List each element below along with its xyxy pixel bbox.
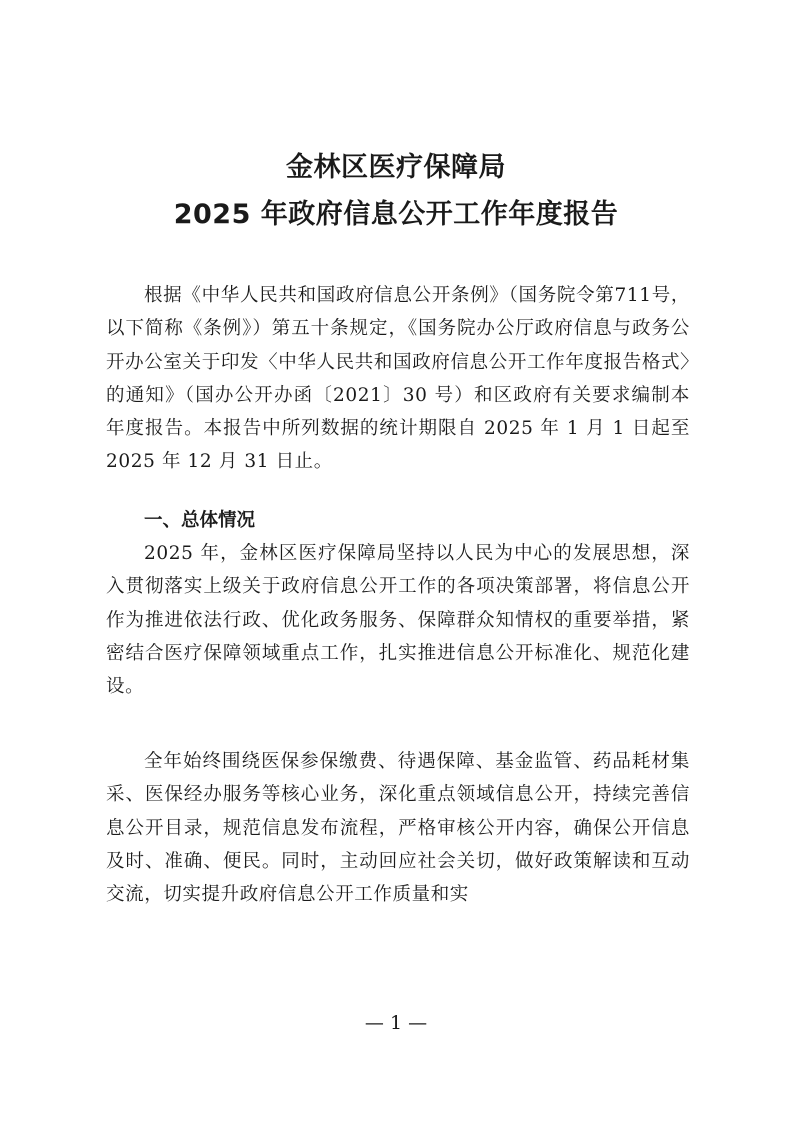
intro-paragraph: 根据《中华人民共和国政府信息公开条例》（国务院令第711号，以下简称《条例》）第五十条规定，《国务院办公厅政府信息与政务公开办公室关于印发〈中华人民共和国政府信息公开工作年度报告格式〉的通知》（国办公开办函〔2021〕30 号）和区政府有关要求编制本年度报告。本报告中所列数据的统计期限自 2025 年 1 月 1 日起至 2025 年 12 月 31 日止。 [106, 285, 690, 473]
report-title-agency: 金林区医疗保障局 [286, 152, 506, 183]
page-number: — 1 — [364, 1012, 428, 1034]
overview-paragraph-2: 全年始终围绕医保参保缴费、待遇保障、基金监管、药品耗材集采、医保经办服务等核心业务，深化重点领域信息公开，持续完善信息公开目录，规范信息发布流程，严格审核公开内容，确保公开信息及时、准确、便民。同时，主动回应社会关切，做好政策解读和互动交流，切实提升政府信息公开工作质量和实 [106, 751, 690, 906]
section-heading-overview: 一、总体情况 [144, 510, 256, 531]
overview-paragraph-1: 2025 年，金林区医疗保障局坚持以人民为中心的发展思想，深入贯彻落实上级关于政府信息公开工作的各项决策部署，将信息公开作为推进依法行政、优化政务服务、保障群众知情权的重要举措，紧密结合医疗保障领域重点工作，扎实推进信息公开标准化、规范化建设。 [106, 543, 690, 698]
report-title-main: 2025 年政府信息公开工作年度报告 [173, 199, 619, 230]
